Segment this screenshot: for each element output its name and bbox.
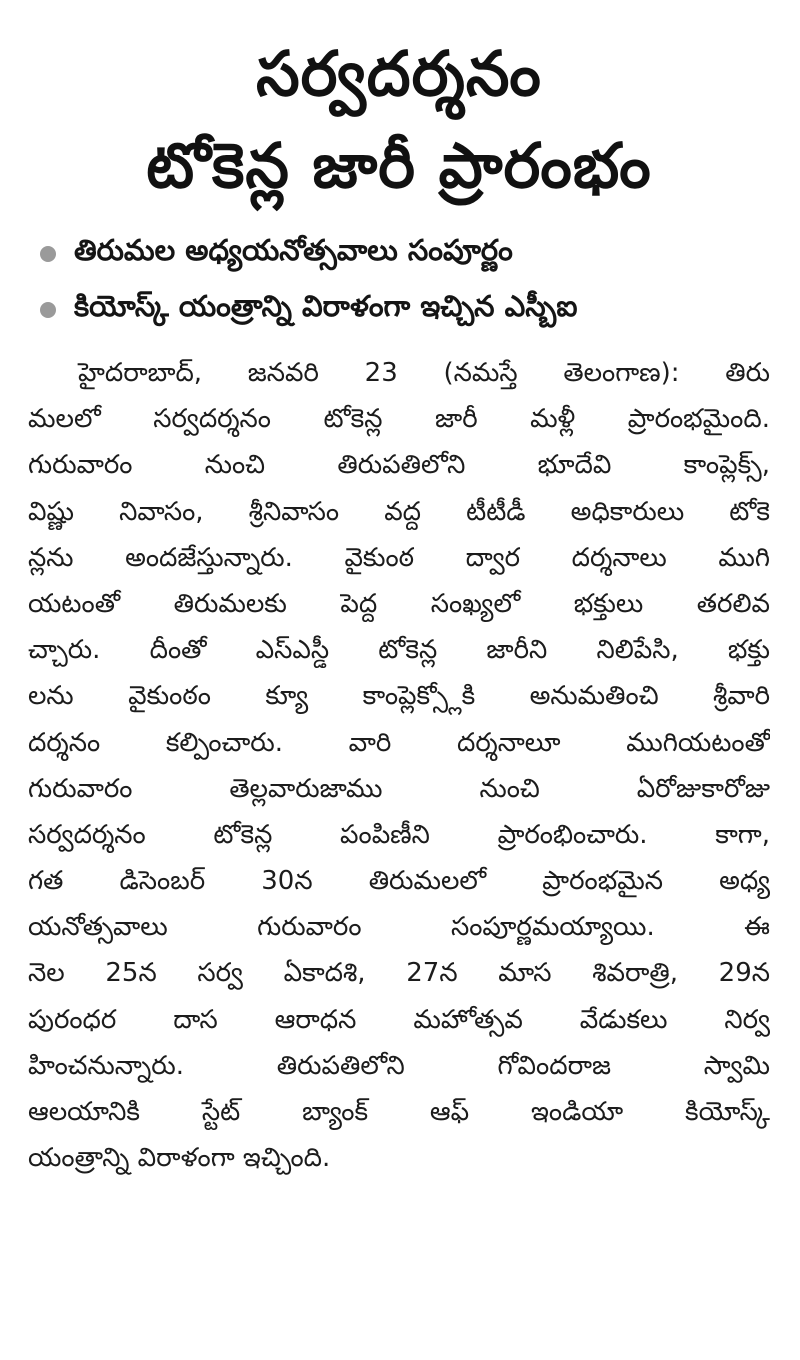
body-line: ఆలయానికి స్టేట్ బ్యాంక్ ఆఫ్ ఇండియా కియోస్క్: [28, 1097, 770, 1127]
body-line: లను వైకుంఠం క్యూ కాంప్లెక్స్లోకి అనుమతించి శ్రీవారి: [28, 681, 770, 712]
headline-line: సర్వదర్శనం: [256, 37, 542, 110]
body-line: యంత్రాన్ని విరాళంగా ఇచ్చింది.: [28, 1143, 331, 1174]
highlight-item: [28, 226, 770, 282]
body-line: హించనున్నారు. తిరుపతిలోని గోవిందరాజ స్వామి: [28, 1050, 770, 1081]
body-line: యనోత్సవాలు గురువారం సంపూర్ణమయ్యాయి. ఈ: [28, 912, 770, 943]
body-line: న్లను అందజేస్తున్నారు. వైకుంఠ ద్వార దర్శనాలు ముగి: [28, 542, 770, 573]
highlights-list: [28, 226, 770, 338]
article-body: [28, 350, 770, 1181]
body-line: యటంతో తిరుమలకు పెద్ద సంఖ్యలో భక్తులు తరలివ: [28, 588, 770, 619]
body-line: పురంధర దాస ఆరాధన మహోత్సవ వేడుకలు నిర్వ: [28, 1004, 770, 1035]
bullet-icon: [40, 246, 56, 262]
headline-line: టోకెన్ల జారీ ప్రారంభం: [146, 129, 652, 202]
body-line: గురువారం నుంచి తిరుపతిలోని భూదేవి కాంప్లెక్స్,: [28, 450, 770, 481]
body-line: నెల 25న సర్వ ఏకాదశి, 27న మాస శివరాత్రి, 29న: [28, 958, 770, 989]
highlight-text: కియోస్క్ యంత్రాన్ని విరాళంగా ఇచ్చిన ఎస్బీఐ: [74, 289, 578, 323]
body-line: దర్శనం కల్పించారు. వారి దర్శనాలూ ముగియటంతో: [28, 727, 770, 758]
highlight-item: [28, 282, 770, 338]
highlight-text: తిరుమల అధ్యయనోత్సవాలు సంపూర్ణం: [74, 233, 513, 267]
headline: [28, 28, 770, 212]
body-line: విష్ణు నివాసం, శ్రీనివాసం వద్ద టీటీడీ అధికారులు టోకె: [28, 496, 770, 527]
body-line: సర్వదర్శనం టోకెన్ల పంపిణీని ప్రారంభించారు. కాగా,: [28, 819, 770, 850]
bullet-icon: [40, 302, 56, 318]
body-line: గురువారం తెల్లవారుజాము నుంచి ఏరోజుకారోజు: [28, 773, 770, 804]
body-line: చ్చారు. దీంతో ఎస్ఎస్డీ టోకెన్ల జారీని నిలిపేసి, భక్తు: [28, 635, 770, 666]
body-line: మలలో సర్వదర్శనం టోకెన్ల జారీ మళ్లీ ప్రారంభమైంది.: [28, 404, 770, 435]
body-line: గత డిసెంబర్ 30న తిరుమలలో ప్రారంభమైన అధ్య: [28, 866, 770, 897]
body-line: హైదరాబాద్, జనవరి 23 (నమస్తే తెలంగాణ): తిరు: [78, 358, 770, 388]
